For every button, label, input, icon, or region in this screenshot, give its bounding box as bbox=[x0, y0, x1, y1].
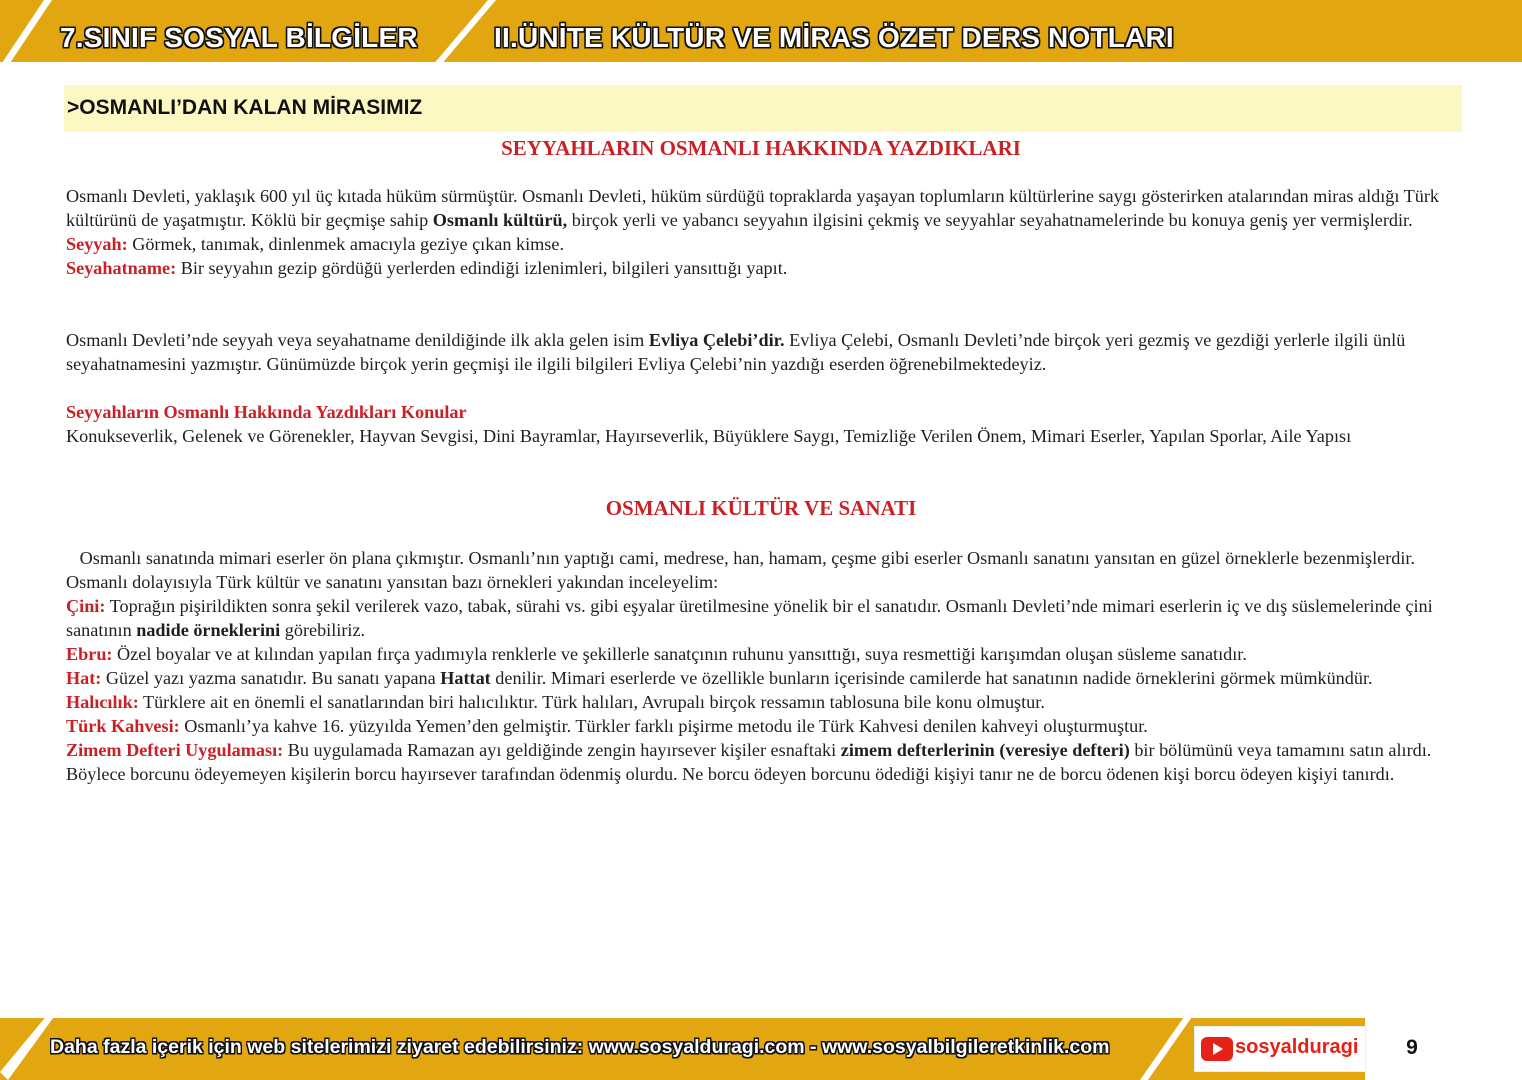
section-title-bar bbox=[64, 85, 1462, 132]
item-halicilik: Halıcılık: Türklere ait en önemli el sanatlarından biri halıcılıktır. Türk halıları, Avrupalı birçok ressamın tablosuna bile konu olmuştur. bbox=[66, 692, 1045, 712]
item-turk-kahvesi: Türk Kahvesi: Osmanlı’ya kahve 16. yüzyılda Yemen’den gelmiştir. Türkler farklı pişirme metodu ile Türk Kahvesi denilen kahveyi oluşturmuştur. bbox=[66, 716, 1148, 736]
topics-title: Seyyahların Osmanlı Hakkında Yazdıkları Konular bbox=[66, 402, 467, 422]
youtube-channel-badge[interactable] bbox=[1194, 1026, 1366, 1072]
youtube-icon bbox=[1201, 1037, 1233, 1061]
intro-paragraph: Osmanlı Devleti, yaklaşık 600 yıl üç kıtada hüküm sürmüştür. Osmanlı Devleti, hüküm sürdüğü topraklarda yaşayan toplumların kültürlerine saygı gösterirken atalarından miras aldığı Türk kültürünü de yaşatmıştır. Köklü bir geçmişe sahip Osmanlı kültürü, birçok yerli ve yabancı seyyahın ilgisini çekmiş ve seyyahlar seyahatnamelerinde bu konuya geniş yer vermişlerdir. bbox=[66, 186, 1440, 230]
culture-intro: Osmanlı sanatında mimari eserler ön plana çıkmıştır. Osmanlı’nın yaptığı cami, medrese, han, hamam, çeşme gibi eserler Osmanlı sanatını yansıtan en güzel örneklerle bezenmişlerdir. Osmanlı dolayısıyla Türk kültür ve sanatını yansıtan bazı örnekleri yakından inceleyelim: bbox=[66, 548, 1420, 592]
header-right-title: II.ÜNİTE KÜLTÜR VE MİRAS ÖZET DERS NOTLARI bbox=[494, 22, 1174, 53]
definition-seyyah: Seyyah: Görmek, tanımak, dinlenmek amacıyla geziye çıkan kimse. bbox=[66, 234, 564, 254]
item-zimem-defteri: Zimem Defteri Uygulaması: Bu uygulamada Ramazan ayı geldiğinde zengin hayırsever kişiler esnaftaki zimem defterlerinin (veresiye defteri) bir bölümünü veya tamamını satın alırdı. Böylece borcunu ödeyemeyen kişilerin borcu hayırsever tarafından ödenmiş olurdu. Ne borcu ödeyen borcunu ödediği kişiyi tanır ne de borcu ödenen kişi borcu ödeyen kişiyi tanırdı. bbox=[66, 740, 1432, 784]
definition-seyahatname: Seyahatname: Bir seyyahın gezip gördüğü yerlerden edindiği izlenimleri, bilgileri yansıttığı yapıt. bbox=[66, 258, 788, 278]
heading-travelers: SEYYAHLARIN OSMANLI HAKKINDA YAZDIKLARI bbox=[501, 136, 1021, 160]
topics-block bbox=[66, 400, 1466, 448]
evliya-paragraph: Osmanlı Devleti’nde seyyah veya seyahatname denildiğinde ilk akla gelen isim Evliya Çelebi’dir. Evliya Çelebi, Osmanlı Devleti’nde birçok yeri gezmiş ve gezdiği yerlerle ilgili ünlü seyahatnamesini yazmıştır. Günümüzde birçok yerin geçmişi ile ilgili bilgileri Evliya Çelebi’nin yazdığı eserden öğrenebilmektedeyiz. bbox=[66, 330, 1406, 374]
footer-website-text: Daha fazla içerik için web sitelerimizi ziyaret edebilirsiniz: www.sosyalduragi.com - www.sosyalbilgileretkinlik.com bbox=[50, 1036, 1110, 1058]
travelers-intro bbox=[66, 184, 1466, 280]
channel-name: sosyalduragi bbox=[1235, 1036, 1359, 1058]
page-footer bbox=[0, 1014, 1365, 1080]
heading-culture-art: OSMANLI KÜLTÜR VE SANATI bbox=[605, 496, 917, 520]
item-ebru: Ebru: Özel boyalar ve at kılından yapılan fırça yadımıyla renklerle ve şekillerle sanatçının ruhunu yansıttığı, suya resmettiği karışımdan oluşan süsleme sanatıdır. bbox=[66, 644, 1247, 664]
section-title: >OSMANLI’DAN KALAN MİRASIMIZ bbox=[67, 96, 423, 119]
culture-art-body bbox=[66, 546, 1466, 786]
header-left-title: 7.SINIF SOSYAL BİLGİLER bbox=[60, 22, 418, 53]
item-hat: Hat: Güzel yazı yazma sanatıdır. Bu sanatı yapana Hattat denilir. Mimari eserlerde ve özellikle bunların içerisinde camilerde hat sanatının nadide örneklerini görmek mümkündür. bbox=[66, 668, 1373, 688]
topics-list: Konukseverlik, Gelenek ve Görenekler, Hayvan Sevgisi, Dini Bayramlar, Hayırseverlik, Büyüklere Saygı, Temizliğe Verilen Önem, Mimari Eserler, Yapılan Sporlar, Aile Yapısı bbox=[66, 426, 1352, 446]
item-cini: Çini: Toprağın pişirildikten sonra şekil verilerek vazo, tabak, sürahi vs. gibi eşyalar üretilmesine yönelik bir el sanatıdır. Osmanlı Devleti’nde mimari eserlerin iç ve dış süslemelerinde çini sanatının nadide örneklerini görebiliriz. bbox=[66, 596, 1433, 640]
page-header bbox=[0, 0, 1522, 66]
page-number: 9 bbox=[1406, 1036, 1418, 1059]
